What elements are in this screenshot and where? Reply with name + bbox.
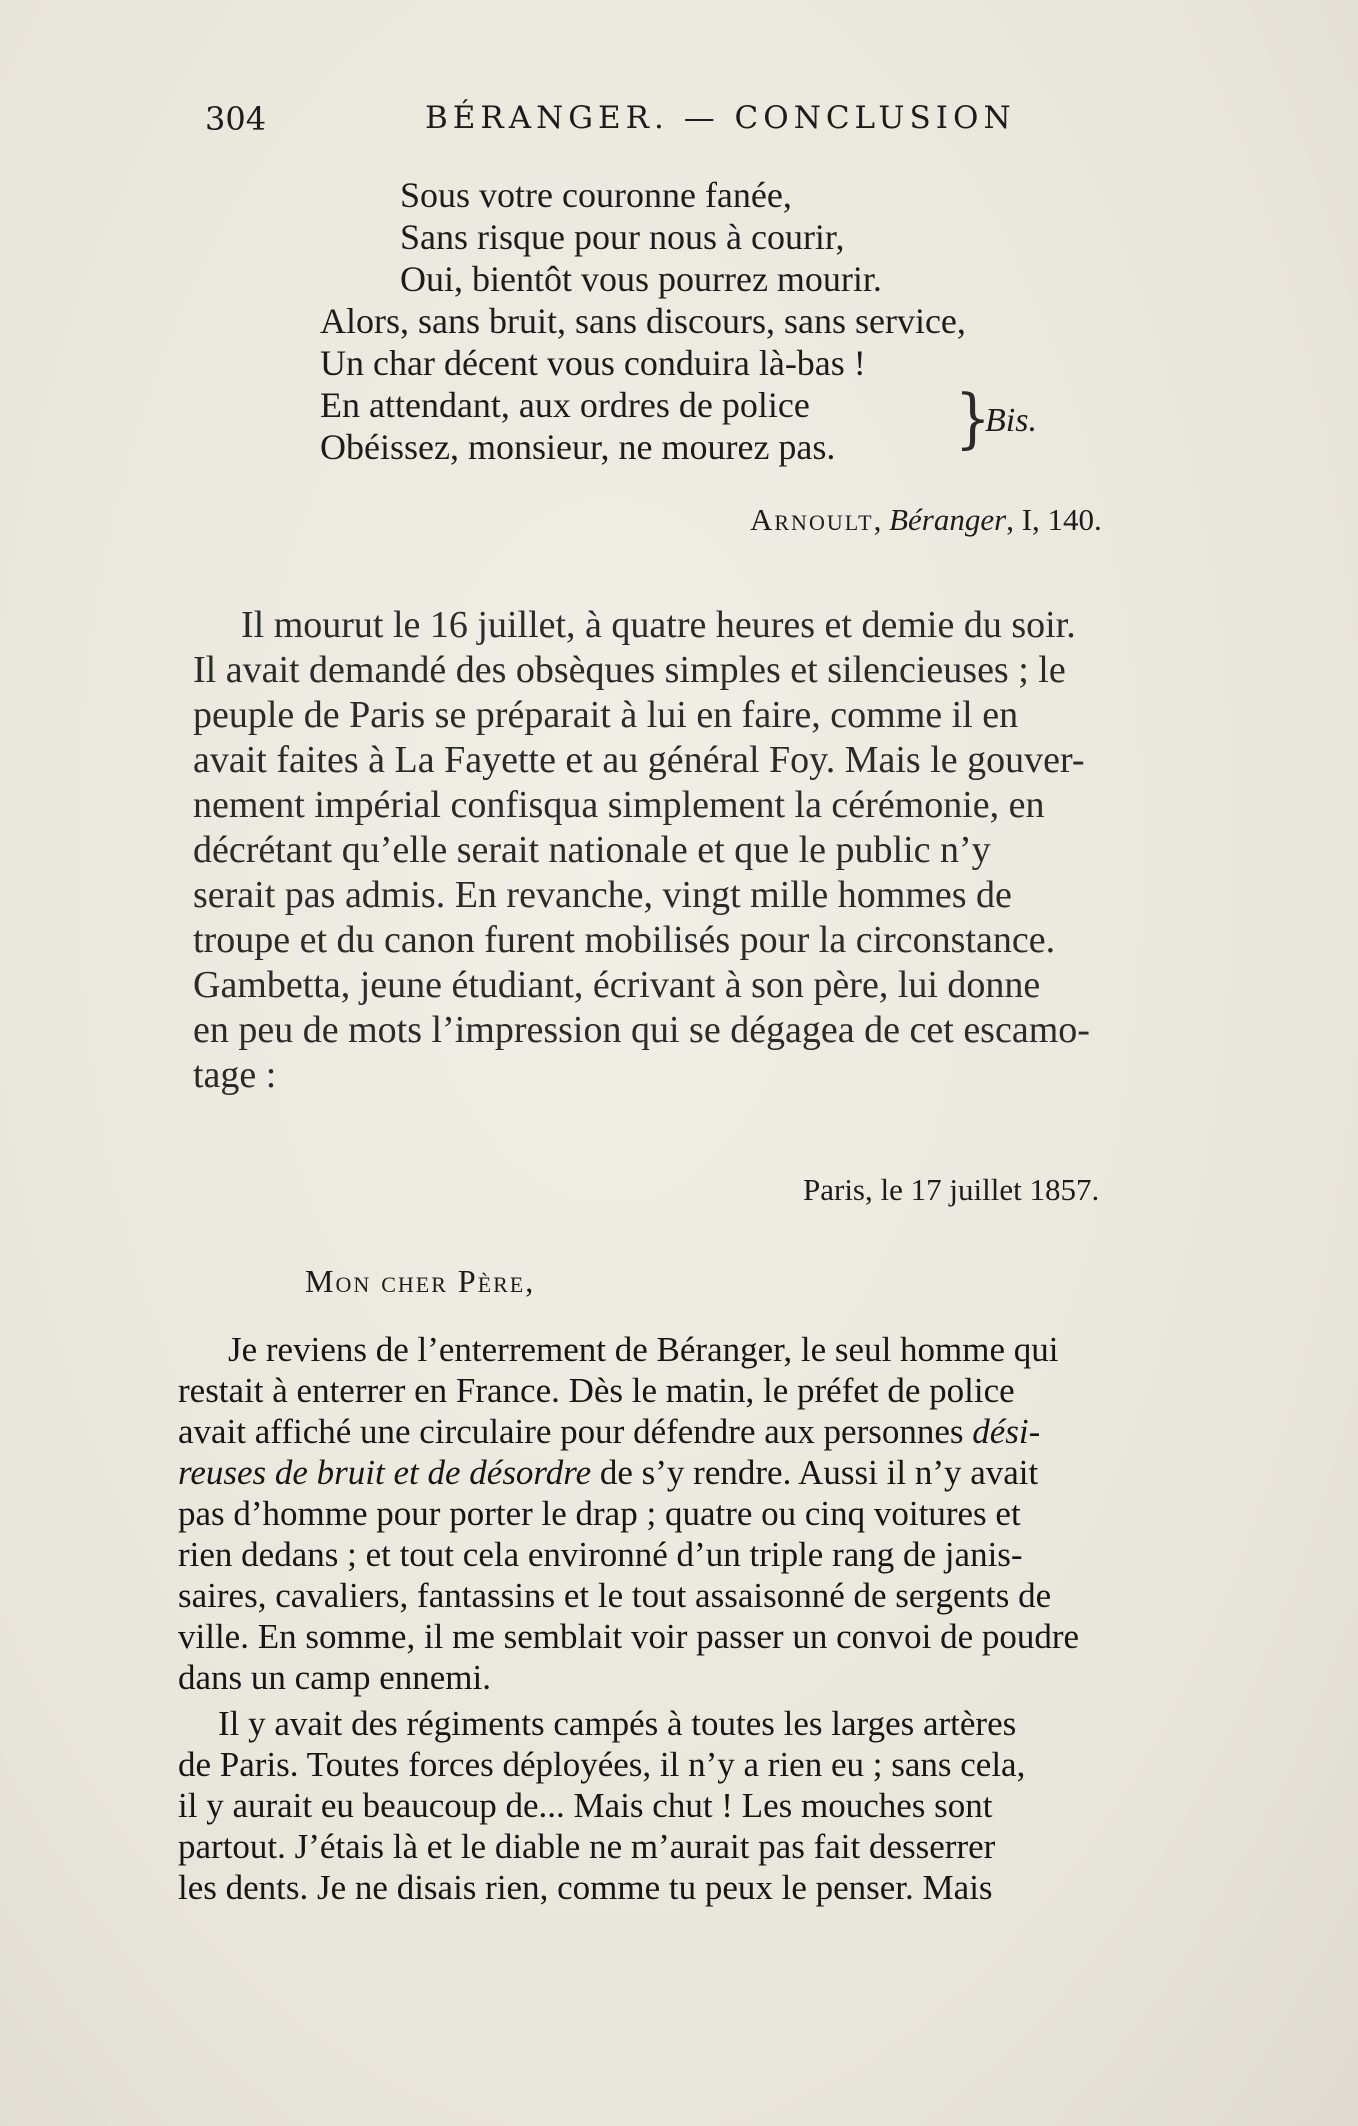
text-line: pas d’homme pour porter le drap ; quatre ou cinq voitures et [178,1494,1021,1533]
poem-line: En attendant, aux ordres de police [320,385,810,425]
poem-line: Sans risque pour nous à courir, [400,217,845,257]
letter-salutation: Mon cher Père, [305,1263,536,1299]
text-line: décrétant qu’elle serait nationale et que le public n’y [193,829,991,871]
text-line [178,1453,1038,1493]
poem-line: Sous votre couronne fanée, [400,175,792,215]
text-span: de s’y rendre. Aussi il n’y avait [591,1453,1039,1492]
refrain-mark: Bis. [985,402,1037,439]
text-line: en peu de mots l’impression qui se dégagea de cet escamo- [193,1009,1090,1051]
poem-line: Un char décent vous conduira là-bas ! [320,343,866,383]
refrain-brace: } [955,382,991,457]
letter-dateline: Paris, le 17 juillet 1857. [803,1172,1100,1207]
text-line [178,1412,1040,1452]
text-line: Il mourut le 16 juillet, à quatre heures et demie du soir. [241,604,1076,646]
text-line: Je reviens de l’enterrement de Béranger, le seul homme qui [228,1330,1059,1369]
page-header [205,100,1075,146]
source-separator: , [873,502,882,537]
text-line: troupe et du canon furent mobilisés pour la circonstance. [193,919,1056,961]
text-line: Gambetta, jeune étudiant, écrivant à son père, lui donne [193,964,1041,1006]
text-line: ville. En somme, il me semblait voir passer un convoi de poudre [178,1617,1080,1656]
text-line: saires, cavaliers, fantassins et le tout assaisonné de sergents de [178,1576,1052,1615]
running-title: BÉRANGER. — CONCLUSION [425,100,1016,136]
text-line: restait à enterrer en France. Dès le matin, le préfet de police [178,1371,1015,1410]
text-line: Il avait demandé des obsèques simples et silencieuses ; le [193,649,1066,691]
text-line: tage : [193,1054,277,1096]
text-line: il y aurait eu beaucoup de... Mais chut ! Les mouches sont [178,1786,993,1825]
text-line: nement impérial confisqua simplement la cérémonie, en [193,784,1045,826]
text-line: peuple de Paris se préparait à lui en faire, comme il en [193,694,1019,736]
text-span: avait affiché une circulaire pour défendre aux personnes [178,1412,973,1451]
text-line: serait pas admis. En revanche, vingt mille hommes de [193,874,1012,916]
poem-source [750,502,1102,538]
poem-line: Alors, sans bruit, sans discours, sans service, [320,301,966,341]
page-number: 304 [205,100,267,138]
source-author: Arnoult [750,502,874,537]
text-line: dans un camp ennemi. [178,1658,491,1697]
poem-line: Oui, bientôt vous pourrez mourir. [400,259,882,299]
text-line: Il y avait des régiments campés à toutes les larges artères [218,1704,1017,1743]
text-line: de Paris. Toutes forces déployées, il n’y a rien eu ; sans cela, [178,1745,1026,1784]
text-line: avait faites à La Fayette et au général Foy. Mais le gouver- [193,739,1085,781]
source-reference: , I, 140. [1006,502,1102,537]
italic-span: reuses de bruit et de désordre [178,1453,592,1492]
text-line: les dents. Je ne disais rien, comme tu peux le penser. Mais [178,1868,993,1907]
italic-span: dési- [972,1412,1041,1451]
text-line: partout. J’étais là et le diable ne m’aurait pas fait desserrer [178,1827,996,1866]
poem-line: Obéissez, monsieur, ne mourez pas. [320,427,836,467]
text-line: rien dedans ; et tout cela environné d’un triple rang de janis- [178,1535,1023,1574]
source-work: Béranger [889,502,1007,537]
